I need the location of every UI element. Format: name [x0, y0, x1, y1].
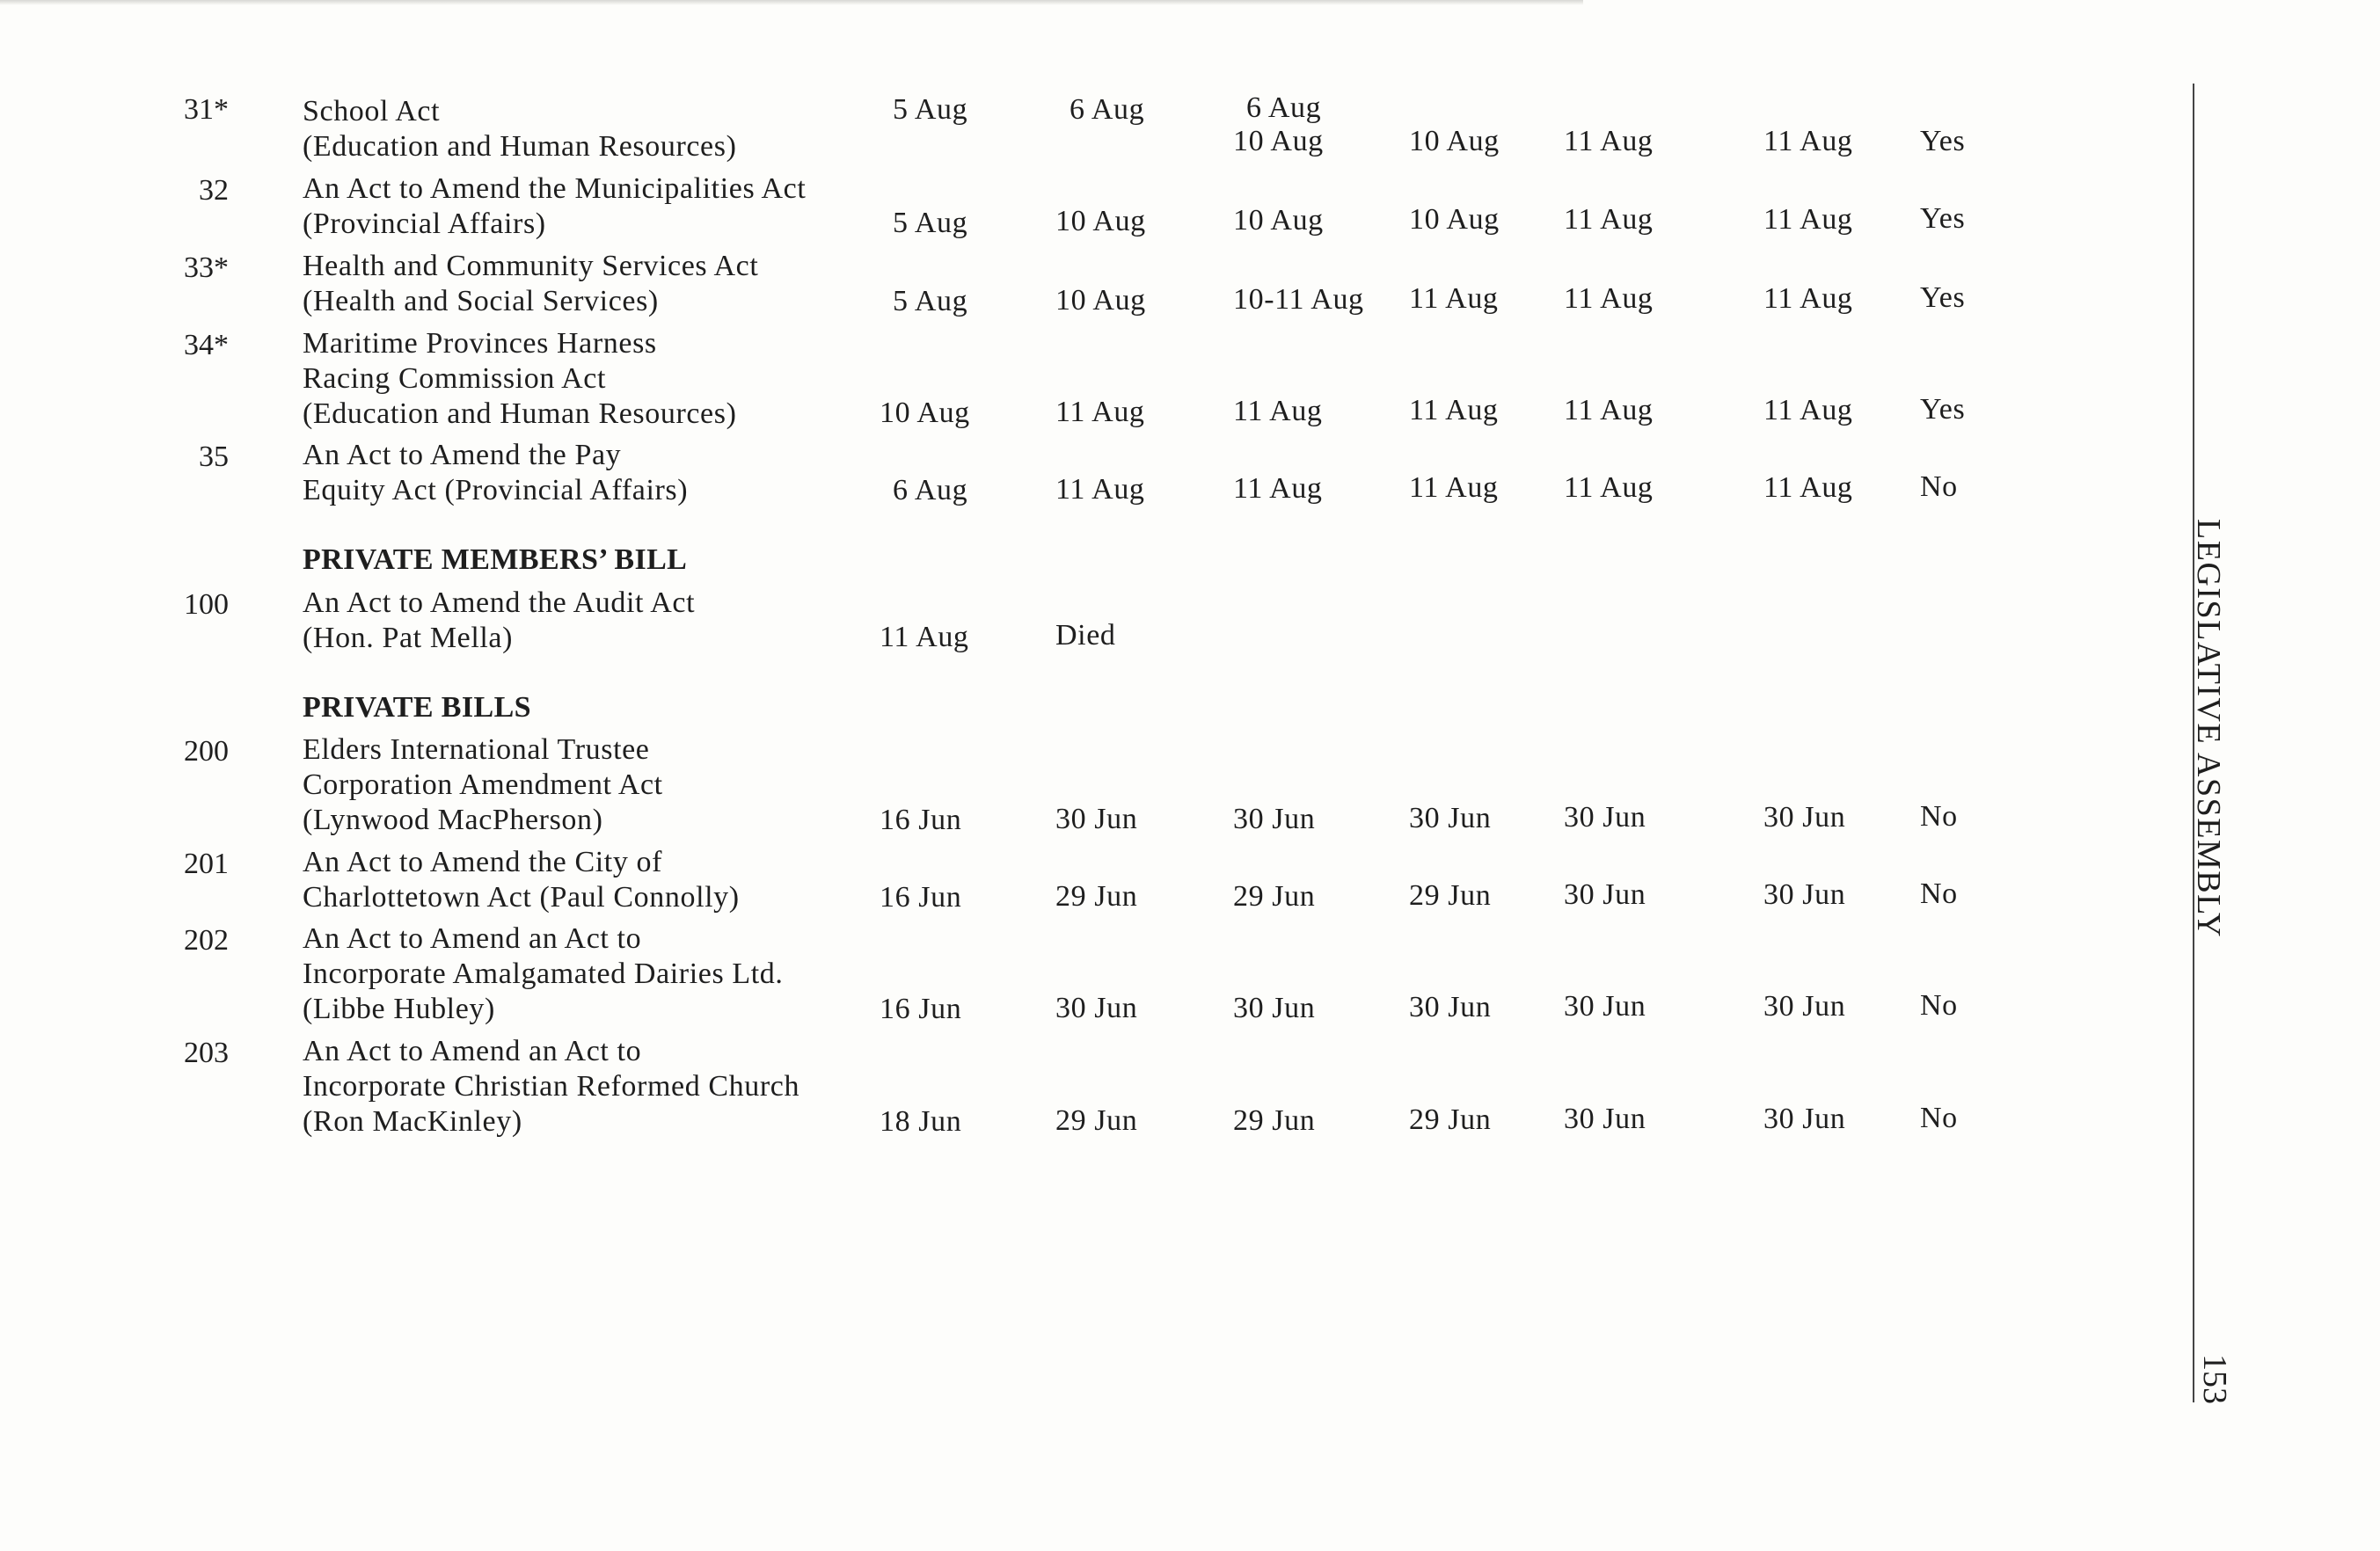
bill-title-line: (Lynwood MacPherson): [303, 804, 603, 836]
bill-title-line: (Education and Human Resources): [303, 130, 737, 163]
date-cell: 11 Aug: [1055, 396, 1145, 428]
date-cell: 5 Aug: [893, 285, 968, 317]
date-cell: 6 Aug: [1246, 91, 1322, 124]
bill-title-line: An Act to Amend the Pay: [303, 439, 622, 471]
date-cell: 30 Jun: [1564, 990, 1646, 1023]
date-cell: 11 Aug: [1564, 125, 1654, 157]
bill-title-line: Elders International Trustee: [303, 733, 650, 766]
date-cell: 30 Jun: [1564, 1103, 1646, 1135]
bill-number: 100: [184, 588, 229, 621]
date-cell: 11 Aug: [1409, 394, 1499, 426]
bill-title-line: Health and Community Services Act: [303, 250, 759, 282]
date-cell: 30 Jun: [1055, 992, 1138, 1024]
date-cell: 11 Aug: [1564, 282, 1654, 315]
bill-number: 31*: [184, 93, 229, 126]
date-cell: 30 Jun: [1055, 803, 1138, 835]
date-cell: 11 Aug: [1055, 473, 1145, 506]
status-cell: Yes: [1920, 281, 1966, 314]
bill-title-line: (Libbe Hubley): [303, 993, 495, 1025]
status-cell: Yes: [1920, 393, 1966, 426]
date-cell: 11 Aug: [880, 621, 969, 653]
date-cell: 6 Aug: [1070, 93, 1145, 126]
bill-title-line: (Hon. Pat Mella): [303, 622, 514, 654]
date-cell: 5 Aug: [893, 207, 968, 239]
date-cell: 29 Jun: [1409, 879, 1492, 912]
bill-title-line: Incorporate Amalgamated Dairies Ltd.: [303, 958, 784, 990]
date-cell: 11 Aug: [1409, 471, 1499, 504]
bill-number: 201: [184, 848, 229, 880]
date-cell: 16 Jun: [880, 993, 962, 1025]
date-cell: 30 Jun: [1233, 803, 1316, 835]
date-cell: 10 Aug: [880, 397, 970, 429]
bill-title-line: An Act to Amend an Act to: [303, 1035, 642, 1067]
status-cell: No: [1920, 1102, 1958, 1134]
date-cell: 18 Jun: [880, 1105, 962, 1138]
bill-title-line: (Provincial Affairs): [303, 208, 546, 240]
date-cell: 11 Aug: [1564, 394, 1654, 426]
bill-title-line: Equity Act (Provincial Affairs): [303, 474, 689, 506]
bill-title-line: Racing Commission Act: [303, 362, 607, 395]
date-cell: 10 Aug: [1409, 125, 1500, 157]
page-number: 153: [2196, 1354, 2233, 1404]
status-cell: Yes: [1920, 202, 1966, 235]
status-cell: Yes: [1920, 125, 1966, 157]
date-cell: 29 Jun: [1233, 880, 1316, 913]
date-cell: 11 Aug: [1763, 282, 1853, 315]
date-cell: 11 Aug: [1564, 203, 1654, 236]
bill-title-line: An Act to Amend the Municipalities Act: [303, 172, 807, 205]
status-cell: No: [1920, 470, 1958, 503]
date-cell: 11 Aug: [1409, 282, 1499, 315]
date-cell: 30 Jun: [1564, 878, 1646, 911]
status-cell: No: [1920, 989, 1958, 1022]
bill-title-line: An Act to Amend an Act to: [303, 922, 642, 955]
date-cell: 11 Aug: [1233, 472, 1323, 505]
date-cell: 30 Jun: [1564, 801, 1646, 834]
bill-title-line: An Act to Amend the City of: [303, 846, 663, 878]
bill-title-line: (Health and Social Services): [303, 285, 659, 317]
date-cell: 30 Jun: [1763, 990, 1846, 1023]
date-cell: 30 Jun: [1763, 801, 1846, 834]
bill-number: 32: [199, 174, 229, 207]
bill-title-line: Charlottetown Act (Paul Connolly): [303, 881, 740, 914]
date-cell: 11 Aug: [1233, 395, 1323, 427]
date-cell: 29 Jun: [1409, 1103, 1492, 1136]
status-cell: Died: [1055, 619, 1116, 652]
status-cell: No: [1920, 800, 1958, 833]
date-cell: 29 Jun: [1055, 880, 1138, 913]
bill-title-line: An Act to Amend the Audit Act: [303, 586, 696, 619]
date-cell: 11 Aug: [1763, 471, 1853, 504]
bill-number: 33*: [184, 251, 229, 284]
date-cell: 10 Aug: [1055, 284, 1146, 317]
bill-title-line: Incorporate Christian Reformed Church: [303, 1070, 800, 1103]
date-cell: 10 Aug: [1233, 125, 1324, 157]
date-cell: 30 Jun: [1763, 878, 1846, 911]
bill-number: 35: [199, 441, 229, 473]
bill-number: 203: [184, 1037, 229, 1069]
date-cell: 10-11 Aug: [1233, 283, 1364, 316]
bill-title-line: School Act: [303, 95, 441, 127]
date-cell: 5 Aug: [893, 93, 968, 126]
date-cell: 11 Aug: [1763, 203, 1853, 236]
date-cell: 29 Jun: [1233, 1104, 1316, 1137]
bill-title-line: (Education and Human Resources): [303, 397, 737, 430]
bill-title-line: Corporation Amendment Act: [303, 768, 663, 801]
date-cell: 11 Aug: [1564, 471, 1654, 504]
bill-number: 202: [184, 924, 229, 957]
bill-number: 34*: [184, 329, 229, 361]
date-cell: 10 Aug: [1055, 205, 1146, 237]
date-cell: 11 Aug: [1763, 394, 1853, 426]
bill-title-line: Maritime Provinces Harness: [303, 327, 657, 360]
bill-title-line: (Ron MacKinley): [303, 1105, 522, 1138]
date-cell: 30 Jun: [1763, 1103, 1846, 1135]
date-cell: 10 Aug: [1409, 203, 1500, 236]
date-cell: 16 Jun: [880, 804, 962, 836]
section-heading-private-members: PRIVATE MEMBERS’ BILL: [303, 543, 688, 576]
date-cell: 16 Jun: [880, 881, 962, 914]
date-cell: 30 Jun: [1409, 991, 1492, 1023]
section-heading-private-bills: PRIVATE BILLS: [303, 691, 531, 724]
status-cell: No: [1920, 877, 1958, 910]
date-cell: 6 Aug: [893, 474, 968, 506]
date-cell: 30 Jun: [1233, 992, 1316, 1024]
bill-number: 200: [184, 735, 229, 768]
date-cell: 29 Jun: [1055, 1104, 1138, 1137]
running-header: LEGISLATIVE ASSEMBLY: [2190, 519, 2227, 938]
date-cell: 30 Jun: [1409, 802, 1492, 834]
date-cell: 11 Aug: [1763, 125, 1853, 157]
date-cell: 10 Aug: [1233, 204, 1324, 237]
